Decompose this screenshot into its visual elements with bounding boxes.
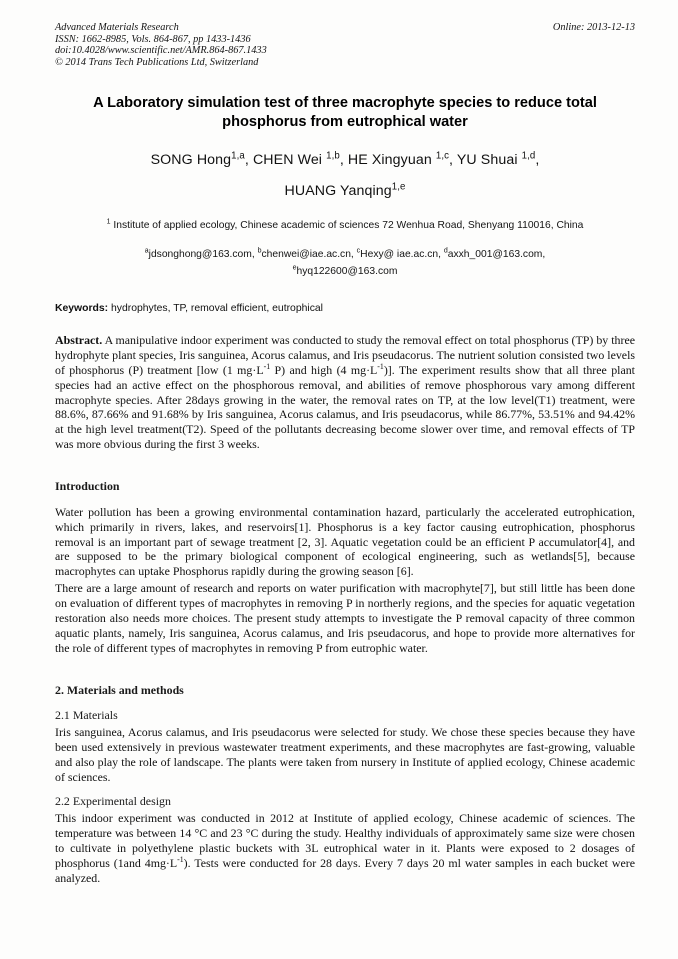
author-name: CHEN Wei — [252, 152, 327, 169]
abstract-superscript-1: -1 — [263, 362, 271, 371]
email-affil-marker: c — [356, 247, 361, 255]
heading-introduction: Introduction — [55, 478, 120, 493]
author-affil-marker: 1,c — [435, 150, 450, 162]
affiliation-marker: 1 — [106, 218, 111, 226]
abstract-label: Abstract. — [55, 333, 103, 348]
heading-materials-and-methods: 2. Materials and methods — [55, 682, 184, 697]
paragraph-intro-1: Water pollution has been a growing environmental contamination hazard, particularly the accelerated eutrophication, which primarily in rivers, lakes, and reservoirs[1]. Phosphorus is a key factor causing eutrophication, phosphorus removal is an important part of sewage treatment [2, 3]. Aquatic vegetation could be an efficient P accumulator[4], and are supposed to be the primary biological component of ecological engineering, such as wetlands[5], because macrophytes can uptake Phosphorus rapidly during the growing season [6]. — [55, 504, 635, 579]
email-affil-marker: a — [144, 247, 149, 255]
author-affil-marker: 1,a — [231, 150, 245, 162]
paragraph-design-text-1: This indoor experiment was conducted in 2012 at Institute of applied ecology, Chinese academic of sciences. The temperature was between 14 °C and 23 °C during the study. Healthy individuals of approximately same size were chosen to cultivate in polyethylene plastic buckets with 3L eutrophical water in it. Plants were exposed to 2 dosages of phosphorus (1and 4mg·L — [55, 811, 635, 871]
journal-copyright-line: © 2014 Trans Tech Publications Ltd, Switzerland — [55, 56, 259, 68]
email-address[interactable]: chenwei@iae.ac.cn, — [261, 249, 357, 261]
abstract — [55, 333, 635, 451]
heading-experimental-design: 2.2 Experimental design — [55, 794, 171, 809]
email-affil-marker: e — [292, 264, 297, 272]
journal-doi-line: doi:10.4028/www.scientific.net/AMR.864-867.1433 — [55, 45, 267, 57]
paragraph-design-1 — [55, 811, 635, 886]
author-separator: , — [339, 152, 348, 169]
paragraph-intro-2: There are a large amount of research and reports on water purification with macrophyte[7], but still little has been done on evaluation of different types of macrophytes in removing P in northerly regions, and the species for aquatic vegetation restoration also needs more choices. The present study attempts to investigate the P removal capacity of three common aquatic plants, namely, Iris sanguinea, Acorus calamus, and Iris pseudacorus, and hope to provide more alternatives for the role of different types of macrophytes in removing P from eutrophic water. — [55, 581, 635, 655]
email-address[interactable]: Hexy@ iae.ac.cn, — [360, 249, 444, 261]
email-address[interactable]: jdsonghong@163.com, — [148, 249, 258, 261]
email-address[interactable]: axxh_001@163.com, — [447, 249, 546, 261]
page-title: A Laboratory simulation test of three macrophyte species to reduce total phosphorus from eutrophical water — [93, 95, 597, 131]
author-line-1 — [55, 145, 635, 176]
paragraph-design-superscript: -1 — [177, 855, 184, 865]
affiliation — [55, 217, 635, 234]
affiliation-text: Institute of applied ecology, Chinese academic of sciences 72 Wenhua Road, Shenyang 110016, China — [110, 220, 584, 232]
abstract-text-3: )]. The experiment results show that all three plant species had an active effect on the phosphorous removal, and abilities of remove phosphorous vary among different macrophyte species. After 28days growing in the water, the removal rates on TP, at the low level(T1) treatment, were 88.6%, 87.66% and 91.68% by Iris sanguinea, Acorus calamus, and Iris pseudacorus, while 86.77%, 53.51% and 94.42% at the high level treatment(T2). Speed of the pollutants decreasing become slower over time, and removal effects of TP was more obvious during the first 3 weeks. — [55, 362, 635, 451]
heading-materials: 2.1 Materials — [55, 707, 118, 722]
author-name: HUANG Yanqing — [284, 183, 392, 200]
author-emails — [55, 246, 635, 280]
paragraph-materials-1: Iris sanguinea, Acorus calamus, and Iris pseudacorus were selected for study. We chose these species because they have been used extensively in previous wastewater treatment experiments, and these macrophytes are fast-growing, valuable and also play the role of landscape. The plants were taken from nursery in Institute of applied ecology, Chinese academic of sciences. — [55, 724, 635, 784]
abstract-text-1: A manipulative indoor experiment was conducted to study the removal effect on total phosphorus (TP) by three hydrophyte plant species, Iris sanguinea, Acorus calamus, and Iris pseudacorus. The nutrient solution consisted two levels of phosphorus (P) treatment [low (1 mg·L — [55, 333, 635, 377]
author-separator: , — [535, 152, 540, 169]
author-separator: , — [449, 152, 457, 169]
author-affil-marker: 1,e — [391, 181, 406, 193]
email-affil-marker: d — [443, 247, 448, 255]
keywords-value: hydrophytes, TP, removal efficient, eutrophical — [108, 303, 323, 315]
online-date: Online: 2013-12-13 — [552, 22, 635, 33]
abstract-text-2: P) and high (4 mg·L — [270, 362, 378, 377]
author-name: YU Shuai — [456, 152, 522, 169]
abstract-superscript-2: -1 — [377, 362, 384, 371]
journal-masthead — [55, 22, 635, 68]
author-separator: , — [244, 152, 253, 169]
author-affil-marker: 1,b — [326, 150, 340, 162]
email-line-1 — [55, 246, 635, 263]
author-list — [55, 145, 635, 207]
email-address[interactable]: hyq122600@163.com — [296, 266, 398, 278]
author-line-2 — [55, 176, 635, 207]
keywords-label: Keywords: — [55, 303, 109, 315]
email-line-2 — [55, 263, 635, 280]
paragraph-design-text-2: ). Tests were conducted for 28 days. Every 7 days 20 ml water samples in each bucket were analyzed. — [55, 856, 635, 886]
author-name: SONG Hong — [150, 152, 232, 169]
author-name: HE Xingyuan — [347, 152, 436, 169]
email-affil-marker: b — [257, 247, 262, 255]
author-affil-marker: 1,d — [521, 150, 536, 162]
journal-issn-line: ISSN: 1662-8985, Vols. 864-867, pp 1433-1436 — [55, 33, 251, 45]
keywords — [55, 302, 635, 316]
journal-name: Advanced Materials Research — [55, 22, 179, 33]
